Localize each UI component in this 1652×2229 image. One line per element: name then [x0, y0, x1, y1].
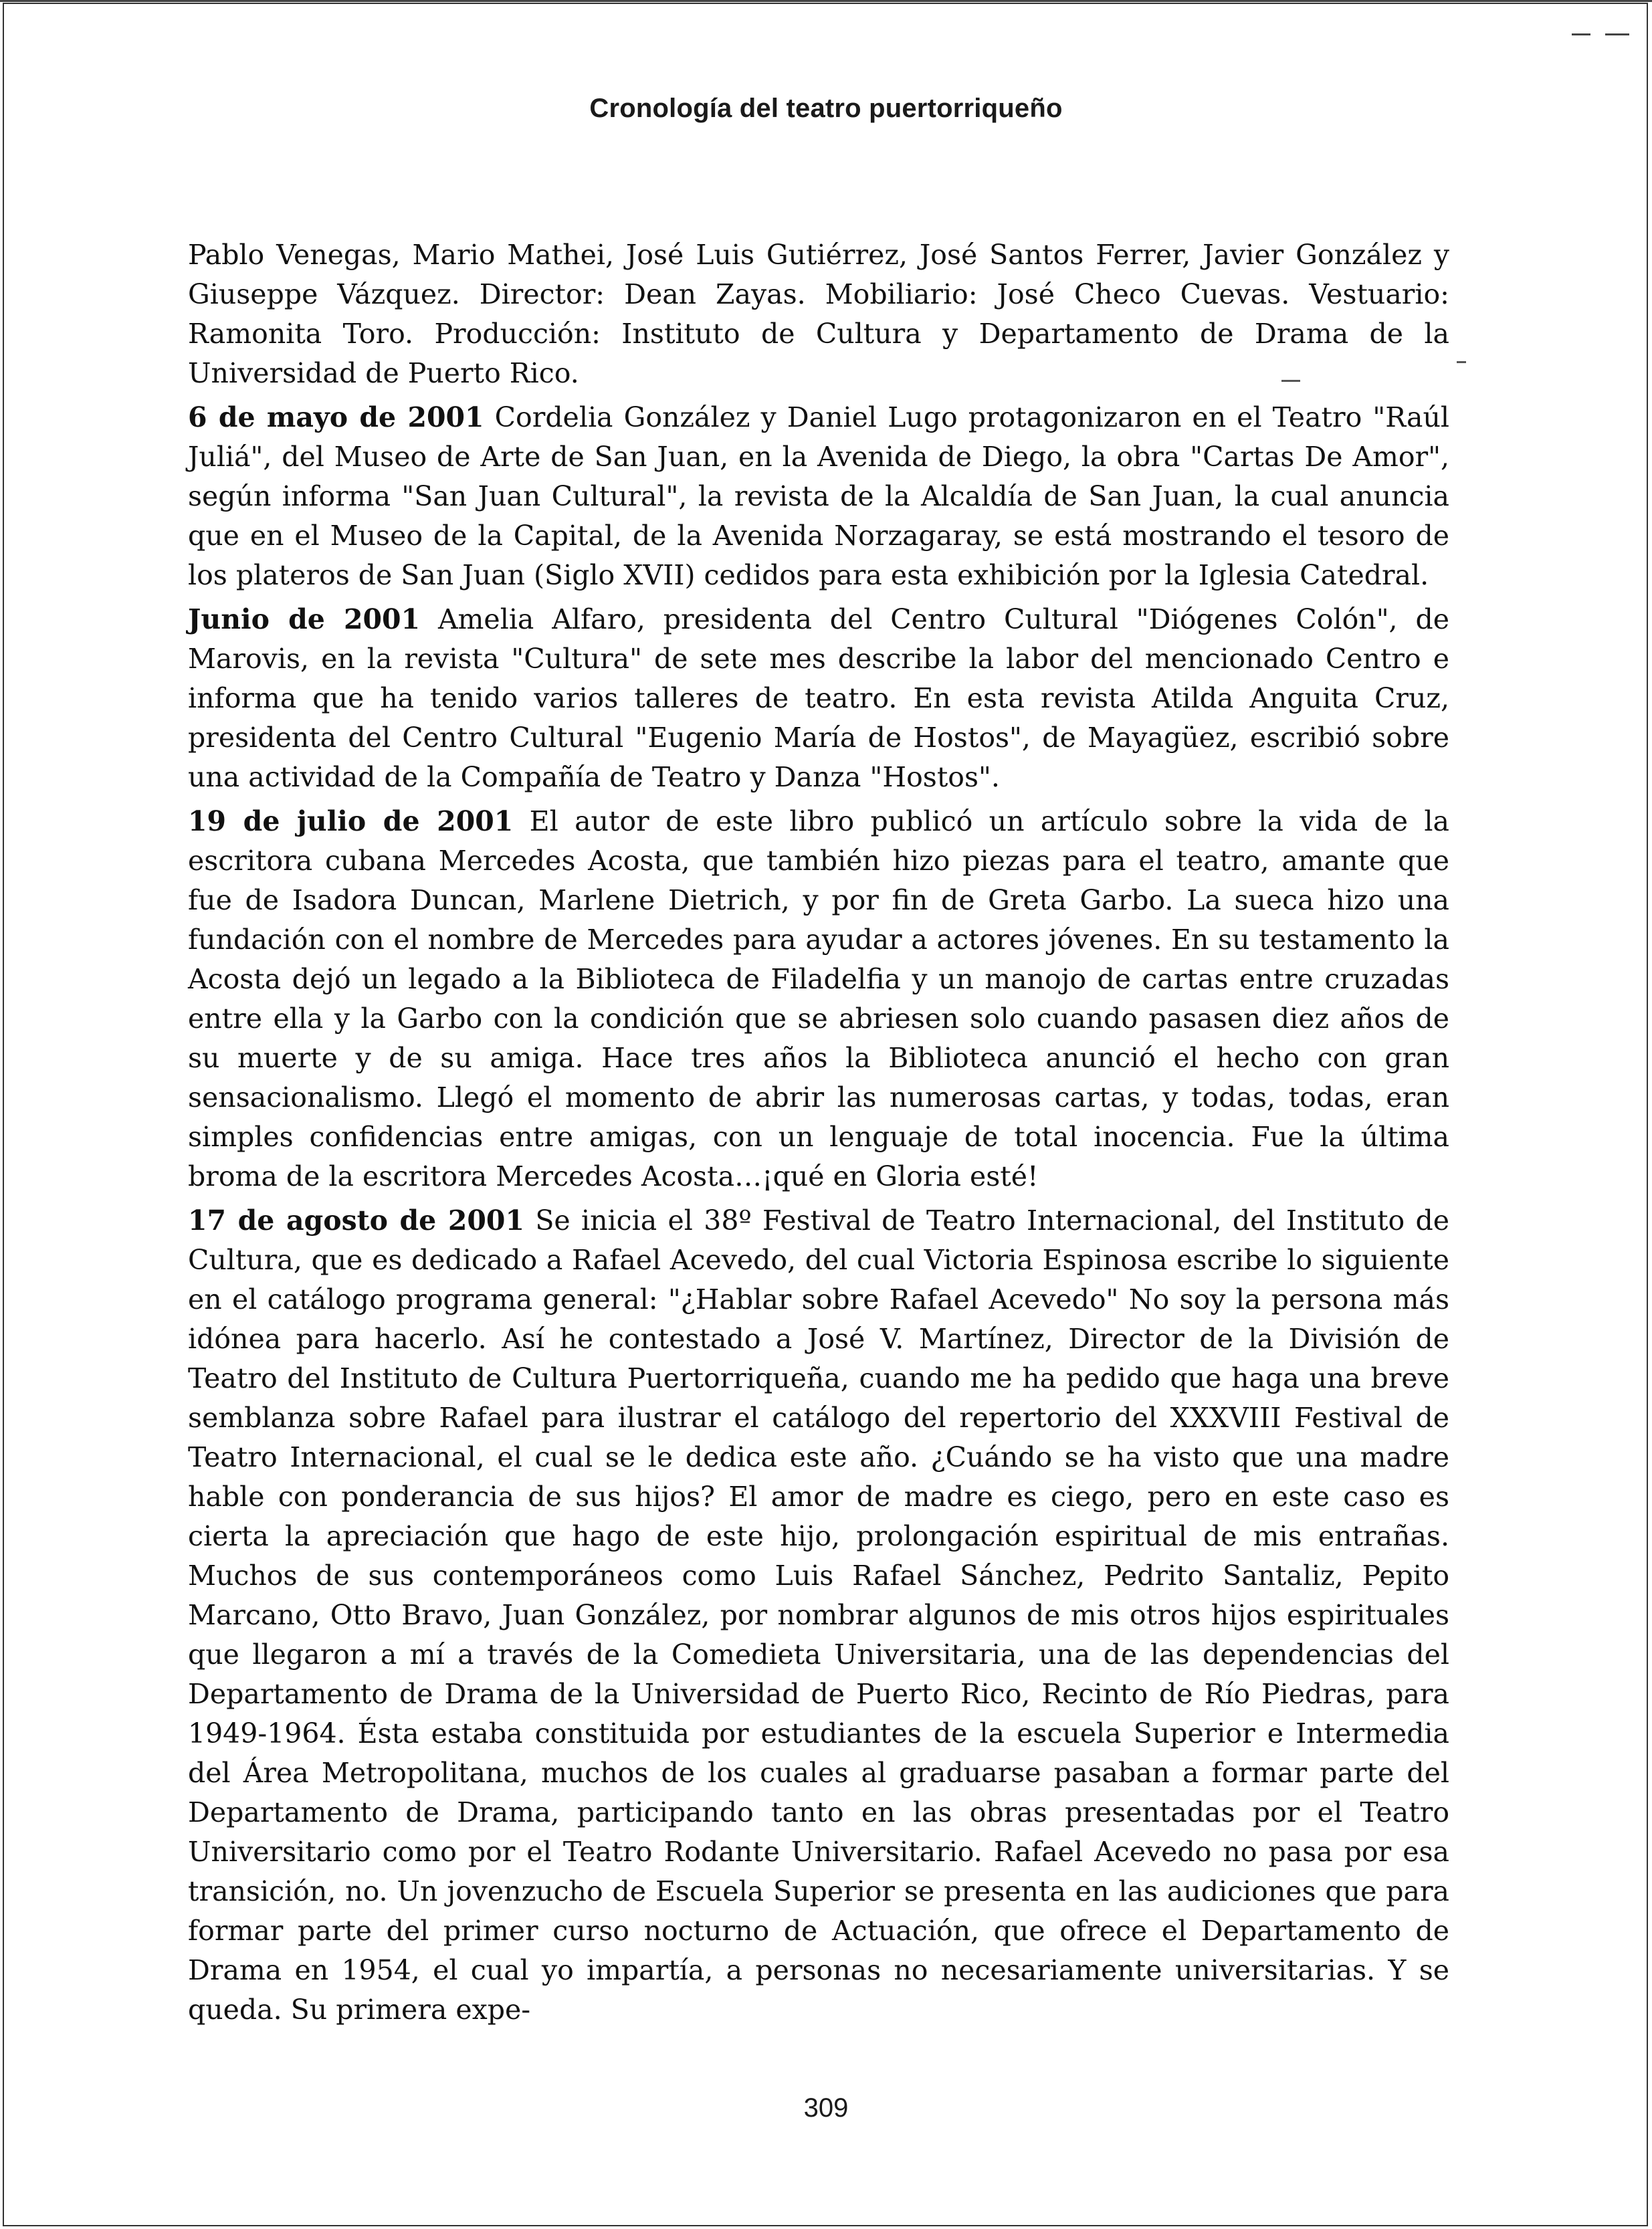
paragraph: [188, 398, 1449, 595]
paragraph: [188, 1201, 1449, 2030]
entry-text: El autor de este libro publicó un artículo sobre la vida de la escritora cubana Mercedes Acosta, que también hizo piezas para el teatro, amante que fue de Isadora Duncan, Marlene Dietrich, y por fin de Greta Garbo. La sueca hizo una fundación con el nombre de Mercedes para ayudar a actores jóvenes. En su testamento la Acosta dejó un legado a la Biblioteca de Filadelfia y un manojo de cartas entre cruzadas entre ella y la Garbo con la condición que se abriesen solo cuando pasasen diez años de su muerte y de su amiga. Hace tres años la Biblioteca anunció el hecho con gran sensacionalismo. Llegó el momento de abrir las numerosas cartas, y todas, todas, eran simples confidencias entre amigas, con un lenguaje de total inocencia. Fue la última broma de la escritora Mercedes Acosta…¡qué en Gloria esté!: [188, 805, 1449, 1192]
entry-text: Pablo Venegas, Mario Mathei, José Luis Gutiérrez, José Santos Ferrer, Javier González y Giuseppe Vázquez. Director: Dean Zayas. Mobiliario: José Checo Cuevas. Vestuario: Ramonita Toro. Producción: Instituto de Cultura y Departamento de Drama de la Universidad de Puerto Rico.: [188, 239, 1449, 389]
paragraph: [188, 600, 1449, 797]
entry-text: Cordelia González y Daniel Lugo protagonizaron en el Teatro "Raúl Juliá", del Museo de Arte de San Juan, en la Avenida de Diego, la obra "Cartas De Amor", según informa "San Juan Cultural", la revista de la Alcaldía de San Juan, la cual anuncia que en el Museo de la Capital, de la Avenida Norzagaray, se está mostrando el tesoro de los plateros de San Juan (Siglo XVII) cedidos para esta exhibición por la Iglesia Catedral.: [188, 401, 1449, 591]
entry-date: 17 de agosto de 2001: [188, 1204, 524, 1237]
entry-date: 6 de mayo de 2001: [188, 401, 484, 433]
entry-text: Amelia Alfaro, presidenta del Centro Cultural "Diógenes Colón", de Marovis, en la revista "Cultura" de sete mes describe la labor del mencionado Centro e informa que ha tenido varios talleres de teatro. En esta revista Atilda Anguita Cruz, presidenta del Centro Cultural "Eugenio María de Hostos", de Mayagüez, escribió sobre una actividad de la Compañía de Teatro y Danza "Hostos".: [188, 603, 1449, 793]
entry-date: Junio de 2001: [188, 603, 421, 635]
entry-date: 19 de julio de 2001: [188, 805, 514, 837]
paragraph: [188, 235, 1449, 393]
corner-mark: [1572, 33, 1590, 35]
body-text: [188, 235, 1449, 2034]
corner-mark: [1605, 33, 1629, 35]
entry-text: Se inicia el 38º Festival de Teatro Internacional, del Instituto de Cultura, que es dedicado a Rafael Acevedo, del cual Victoria Espinosa escribe lo siguiente en el catálogo programa general: "¿Hablar sobre Rafael Acevedo" No soy la persona más idónea para hacerlo. Así he contestado a José V. Martínez, Director de la División de Teatro del Instituto de Cultura Puertorriqueña, cuando me ha pedido que haga una breve semblanza sobre Rafael para ilustrar el catálogo del repertorio del XXXVIII Festival de Teatro Internacional, el cual se le dedica este año. ¿Cuándo se ha visto que una madre hable con ponderancia de sus hijos? El amor de madre es ciego, pero en este caso es cierta la apreciación que hago de este hijo, prolongación espiritual de mis entrañas. Muchos de sus contemporáneos como Luis Rafael Sánchez, Pedrito Santaliz, Pepito Marcano, Otto Bravo, Juan González, por nombrar algunos de mis otros hijos espirituales que llegaron a mí a través de la Comedieta Universitaria, una de las dependencias del Departamento de Drama de la Universidad de Puerto Rico, Recinto de Río Piedras, para 1949-1964. Ésta estaba constituida por estudiantes de la escuela Superior e Intermedia del Área Metropolitana, muchos de los cuales al graduarse pasaban a formar parte del Departamento de Drama, participando tanto en las obras presentadas por el Teatro Universitario como por el Teatro Rodante Universitario. Rafael Acevedo no pasa por esa transición, no. Un jovenzucho de Escuela Superior se presenta en las audiciones que para formar parte del primer curso nocturno de Actuación, que ofrece el Departamento de Drama en 1954, el cual yo impartía, a personas no necesariamente universitarias. Y se queda. Su primera expe-: [188, 1204, 1449, 2026]
running-header: Cronología del teatro puertorriqueño: [589, 94, 1063, 123]
page-number: 309: [803, 2093, 849, 2123]
paragraph: [188, 802, 1449, 1196]
top-scan-edge: [0, 0, 1652, 2]
margin-mark: [1457, 361, 1466, 363]
